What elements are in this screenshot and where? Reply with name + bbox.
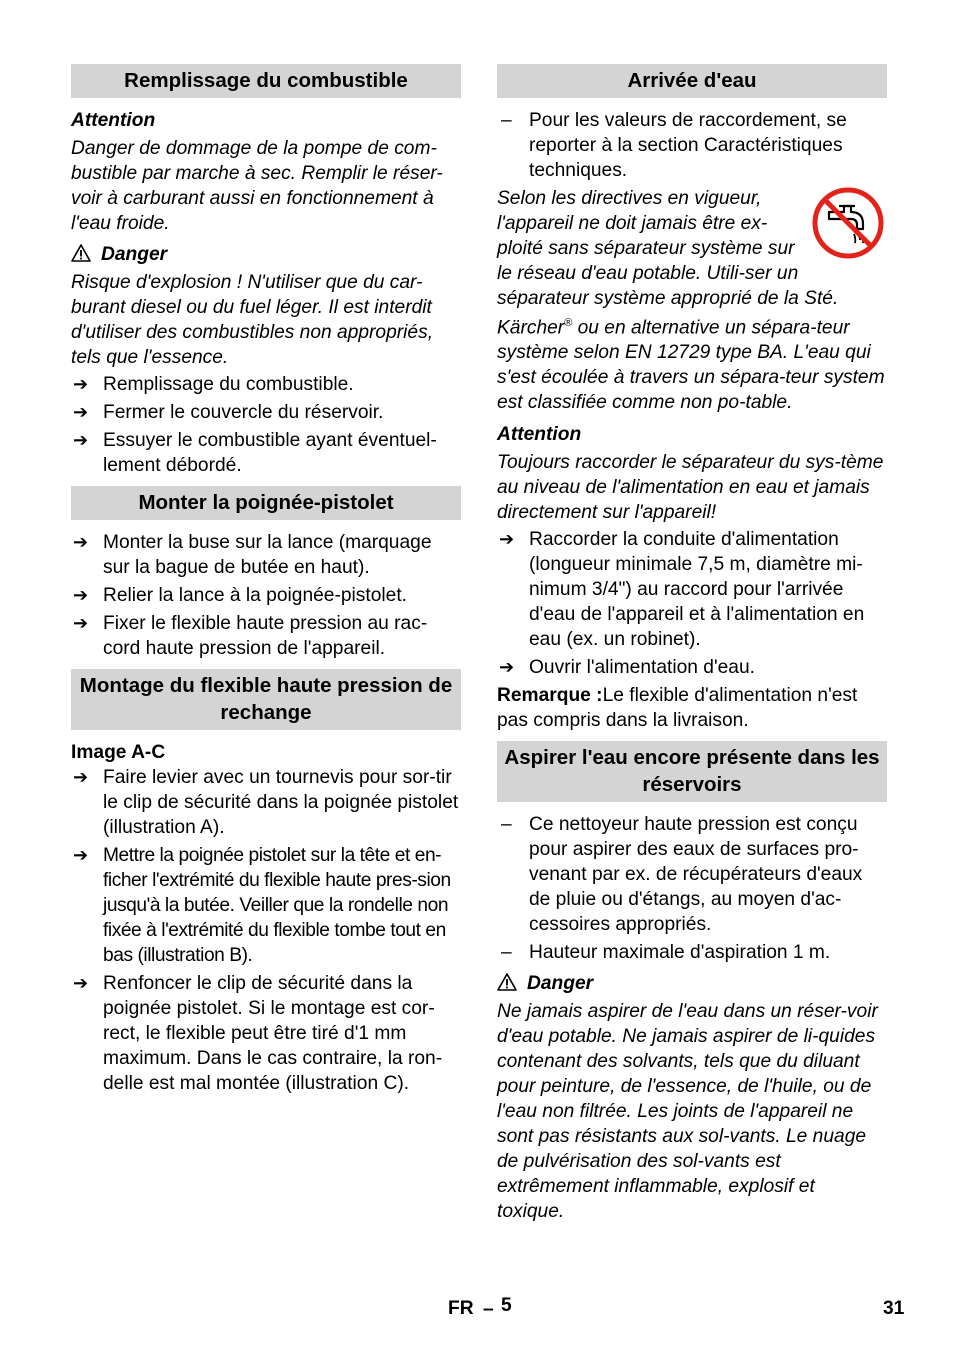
warning-triangle-icon bbox=[497, 973, 517, 991]
section-title-montage-flexible: Montage du flexible haute pression de rechange bbox=[71, 669, 461, 730]
separator-paragraph: Selon les directives en vigueur, l'appareil ne doit jamais être ex-ploité sans séparateur système sur le réseau d'eau potable. Utili-ser un séparateur système approprié de la Sté. Kärcher® ou en alternative un sépara-teur système selon EN 12729 type BA. L'eau qui s'est écoulée à travers un sépara-teur system est classifiée comme non po-table. bbox=[497, 188, 885, 414]
arrow-right-icon: ➔ bbox=[73, 845, 88, 865]
note-text: Le flexible d'alimentation n'est pas compris dans la livraison. bbox=[497, 685, 858, 732]
danger-heading bbox=[497, 971, 887, 996]
footer-section-page: 5 bbox=[501, 1295, 512, 1316]
section-title-arrivee-eau: Arrivée d'eau bbox=[497, 64, 887, 98]
step-item: ➔ Ouvrir l'alimentation d'eau. bbox=[499, 657, 755, 679]
registered-mark: ® bbox=[564, 317, 573, 329]
step-item: ➔ Faire levier avec un tournevis pour sor-tir le clip de sécurité dans la poignée pistolet (illustration A). bbox=[73, 767, 459, 838]
danger-label: Danger bbox=[101, 244, 168, 265]
step-item: ➔ Mettre la poignée pistolet sur la tête et en-ficher l'extrémité du flexible haute pres-sion jusqu'à la butée. Veiller que la rondelle non fixée à l'extrémité du flexible tombe tout en bas (illustration B). bbox=[73, 845, 451, 966]
footer-dash: – bbox=[483, 1299, 494, 1320]
arrow-right-icon: ➔ bbox=[73, 532, 89, 552]
attention-label: Attention bbox=[497, 424, 582, 446]
step-item: ➔ Fermer le couvercle du réservoir. bbox=[73, 402, 384, 423]
arrow-right-icon: ➔ bbox=[73, 613, 89, 633]
dash-bullet: – bbox=[501, 814, 512, 836]
attention-text: Toujours raccorder le séparateur du sys-tème au niveau de l'alimentation en eau et jamais directement sur l'appareil! bbox=[497, 452, 884, 524]
arrow-right-icon: ➔ bbox=[73, 767, 89, 787]
section-title-poignee: Monter la poignée-pistolet bbox=[71, 486, 461, 520]
dash-bullet: – bbox=[501, 942, 512, 964]
dash-item: – Ce nettoyeur haute pression est conçu pour aspirer des eaux de surfaces pro-venant par ex. de récupérateurs d'eaux de pluie ou d'étangs, au moyen d'ac-cessoires appropriés. bbox=[501, 814, 863, 936]
danger-heading bbox=[71, 242, 461, 267]
dash-bullet: – bbox=[501, 110, 512, 131]
dash-item: – Hauteur maximale d'aspiration 1 m. bbox=[501, 942, 831, 964]
step-item: ➔ Remplissage du combustible. bbox=[73, 374, 354, 395]
danger-text: Ne jamais aspirer de l'eau dans un réser-voir d'eau potable. Ne jamais aspirer de li-quides contenant des solvants, tels que du diluant pour peinture, de l'essence, de l'huile, ou de l'eau non filtrée. Les joints de l'appareil ne sont pas résistants aux sol-vants. Le nuage de pulvérisation des sol-vants est extrêmement inflammable, explosif et toxique. bbox=[497, 1001, 878, 1223]
danger-text: Risque d'explosion ! N'utiliser que du car-burant diesel ou du fuel léger. Il est interdit d'utiliser des combustibles non appropriés, tels que l'essence. bbox=[71, 272, 434, 368]
arrow-right-icon: ➔ bbox=[73, 374, 89, 394]
danger-label: Danger bbox=[527, 973, 594, 995]
step-item: ➔ Raccorder la conduite d'alimentation (longueur minimale 7,5 m, diamètre mi-nimum 3/4") au raccord pour l'arrivée d'eau de l'appareil et à l'alimentation en eau (ex. un robinet). bbox=[499, 529, 865, 651]
step-item: ➔ Renfoncer le clip de sécurité dans la poignée pistolet. Si le montage est cor-rect, le flexible peut être tiré d'1 mm maximum. Dans le cas contraire, la ron-delle est mal montée (illustration C). bbox=[73, 973, 443, 1094]
arrow-right-icon: ➔ bbox=[499, 529, 515, 550]
arrow-right-icon: ➔ bbox=[73, 585, 89, 605]
dash-item: – Pour les valeurs de raccordement, se reporter à la section Caractéristiques techniques. bbox=[501, 110, 847, 181]
section-title-remplissage: Remplissage du combustible bbox=[71, 64, 461, 98]
arrow-right-icon: ➔ bbox=[73, 402, 89, 422]
no-drinking-water-icon bbox=[811, 186, 885, 260]
step-item: ➔ Relier la lance à la poignée-pistolet. bbox=[73, 585, 407, 606]
right-column bbox=[497, 64, 887, 1226]
footer-language: FR bbox=[448, 1298, 474, 1319]
step-item: ➔ Essuyer le combustible ayant éventuel-lement débordé. bbox=[73, 430, 437, 476]
arrow-right-icon: ➔ bbox=[73, 430, 89, 450]
warning-triangle-icon bbox=[71, 244, 91, 262]
step-item: ➔ Monter la buse sur la lance (marquage sur la bague de butée en haut). bbox=[73, 532, 432, 578]
arrow-right-icon: ➔ bbox=[499, 657, 515, 678]
page-number: 31 bbox=[883, 1298, 905, 1319]
attention-label: Attention bbox=[71, 110, 156, 131]
note-paragraph bbox=[497, 683, 887, 733]
image-reference: Image A-C bbox=[71, 742, 166, 763]
left-column bbox=[71, 64, 461, 1098]
arrow-right-icon: ➔ bbox=[73, 973, 89, 993]
attention-text: Danger de dommage de la pompe de com-bustible par marche à sec. Remplir le réser-voir à carburant aussi en fonctionnement à l'eau froide. bbox=[71, 138, 443, 234]
note-label: Remarque : bbox=[497, 685, 603, 707]
step-item: ➔ Fixer le flexible haute pression au rac-cord haute pression de l'appareil. bbox=[73, 613, 428, 659]
section-title-aspirer: Aspirer l'eau encore présente dans les réservoirs bbox=[497, 741, 887, 802]
